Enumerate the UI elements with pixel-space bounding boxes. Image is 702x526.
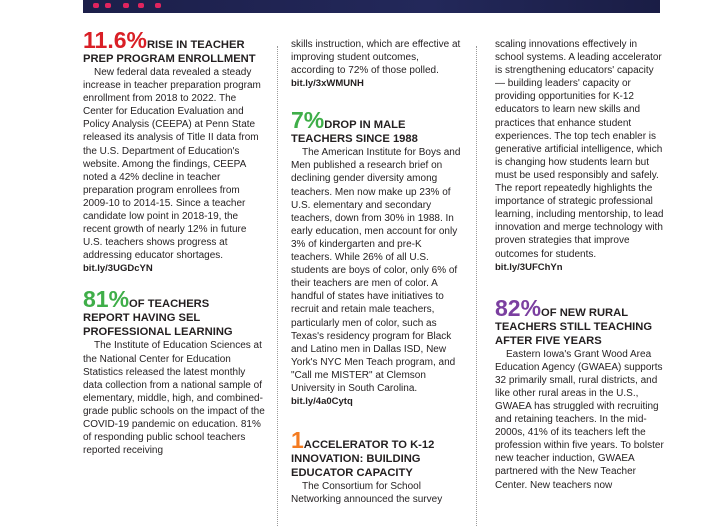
stat-number: 7%	[291, 107, 325, 134]
banner-decoration	[123, 3, 129, 8]
stat-enrollment	[83, 27, 265, 275]
stat-heading-line: TEACHERS STILL TEACHING	[495, 320, 653, 333]
stat-heading-line: ACCELERATOR TO K-12	[303, 439, 435, 452]
stat-body: Eastern Iowa's Grant Wood Area Education Agency (GWAEA) supports 32 primarily small, rural districts, and like other rural areas in the U.S., GWAEA has struggled with recruiting and retaining teachers. In the mid-2000s, 41% of its teachers left the profession within five years. To bolster new teacher induction, GWAEA partnered with the New Teacher Center. New teachers now	[495, 348, 664, 491]
stat-heading	[83, 27, 265, 66]
stat-heading-line: PROFESSIONAL LEARNING	[83, 326, 233, 339]
column-3	[495, 38, 665, 492]
column-2	[291, 38, 463, 506]
header-banner-image	[83, 0, 660, 13]
stat-accelerator	[291, 427, 463, 506]
stat-heading-line: OF NEW RURAL	[541, 306, 629, 319]
stat-heading	[83, 286, 265, 339]
stat-link[interactable]: bit.ly/3UFChYn	[495, 261, 563, 273]
stat-number: 81%	[83, 286, 130, 313]
stat-number: 11.6%	[83, 27, 147, 53]
continued-body: skills instruction, which are effective at improving student outcomes, according to 72% of those polled.	[291, 39, 461, 77]
column-divider	[476, 46, 477, 526]
stat-body: The Consortium for School Networking announced the survey	[291, 481, 443, 506]
stat-body: The American Institute for Boys and Men published a research brief on declining gender diversity among teachers. Men now make up 23% of U.S. elementary and secondary teachers, down from 30% in 1988. In early education, men account for only 3% of kindergarten and pre-K teachers. While 26% of all U.S. students are boys of color, only 6% of their teachers are men of color. A handful of states have initiatives to recruit and retain male teachers, particularly men of color, such as Texas's residency program for Black and Latino men in Dallas ISD, New York's NYC Men Teach program, and "Call me MISTER" at Clemson University in South Carolina.	[291, 147, 461, 394]
banner-decoration	[105, 3, 111, 8]
stat-heading-line: PREP PROGRAM ENROLLMENT	[83, 53, 256, 65]
column-1	[83, 27, 265, 457]
continued-body: scaling innovations effectively in school systems. A leading accelerator is strengthening educators' capacity — building leaders' capacity or providing opportunities for K-12 educators to learn new skills and practices that enhance student experiences. The top tech enabler is generative artificial intelligence, which is changing how students learn but must be used responsibly and safely. The report repeatedly highlights the importance of strategic professional learning, including mentorship, to lead innovation and merge technology with proven strategies that improve outcomes for students.	[495, 39, 664, 260]
stat-link[interactable]: bit.ly/3xWMUNH	[291, 78, 364, 90]
banner-decoration	[155, 3, 161, 8]
stat-number: 82%	[495, 294, 542, 321]
stat-heading	[291, 107, 463, 146]
stat-heading-line: INNOVATION: BUILDING	[291, 453, 421, 466]
column-divider	[277, 46, 278, 526]
stat-sel-learning	[83, 286, 265, 457]
stat-body: New federal data revealed a steady increase in teacher preparation program enrollment from 2018 to 2022. The Center for Education Evaluation and Policy Analysis (CEEPA) at Penn State released its analysis of Title II data from the U.S. Department of Education's website. Among the findings, CEEPA noted a 42% decline in teacher preparation program enrollees from 2009-10 to 2014-15. Since a teacher candidate low point in 2018-19, the recent growth of nearly 12% in future U.S. teachers shows progress at addressing educator shortages.	[83, 67, 261, 262]
stat-heading	[495, 294, 665, 348]
banner-decoration	[138, 3, 144, 8]
banner-decoration	[93, 3, 99, 8]
stat-rural-teachers	[495, 294, 665, 492]
stat-link[interactable]: bit.ly/4a0Cytq	[291, 396, 353, 408]
stat-male-teachers	[291, 107, 463, 408]
stat-number: 1	[291, 427, 304, 454]
stat-heading-line: REPORT HAVING SEL	[83, 312, 201, 325]
stat-heading-line: DROP IN MALE	[324, 119, 406, 132]
stat-link[interactable]: bit.ly/3UGDcYN	[83, 263, 153, 275]
stat-heading-line: EDUCATOR CAPACITY	[291, 467, 413, 480]
stat-heading-line: OF TEACHERS	[129, 298, 210, 311]
stat-heading-line: TEACHERS SINCE 1988	[291, 133, 418, 146]
stat-body: The Institute of Education Sciences at the National Center for Education Statistics released the latest monthly data collection from a national sample of elementary, middle, high, and combined-grade public schools on the impact of the COVID-19 pandemic on education. 81% of responding public school teachers reported receiving	[83, 340, 265, 457]
stat-heading-line: AFTER FIVE YEARS	[495, 334, 602, 347]
stat-heading	[291, 427, 463, 480]
stat-heading-line: RISE IN TEACHER	[146, 39, 245, 51]
